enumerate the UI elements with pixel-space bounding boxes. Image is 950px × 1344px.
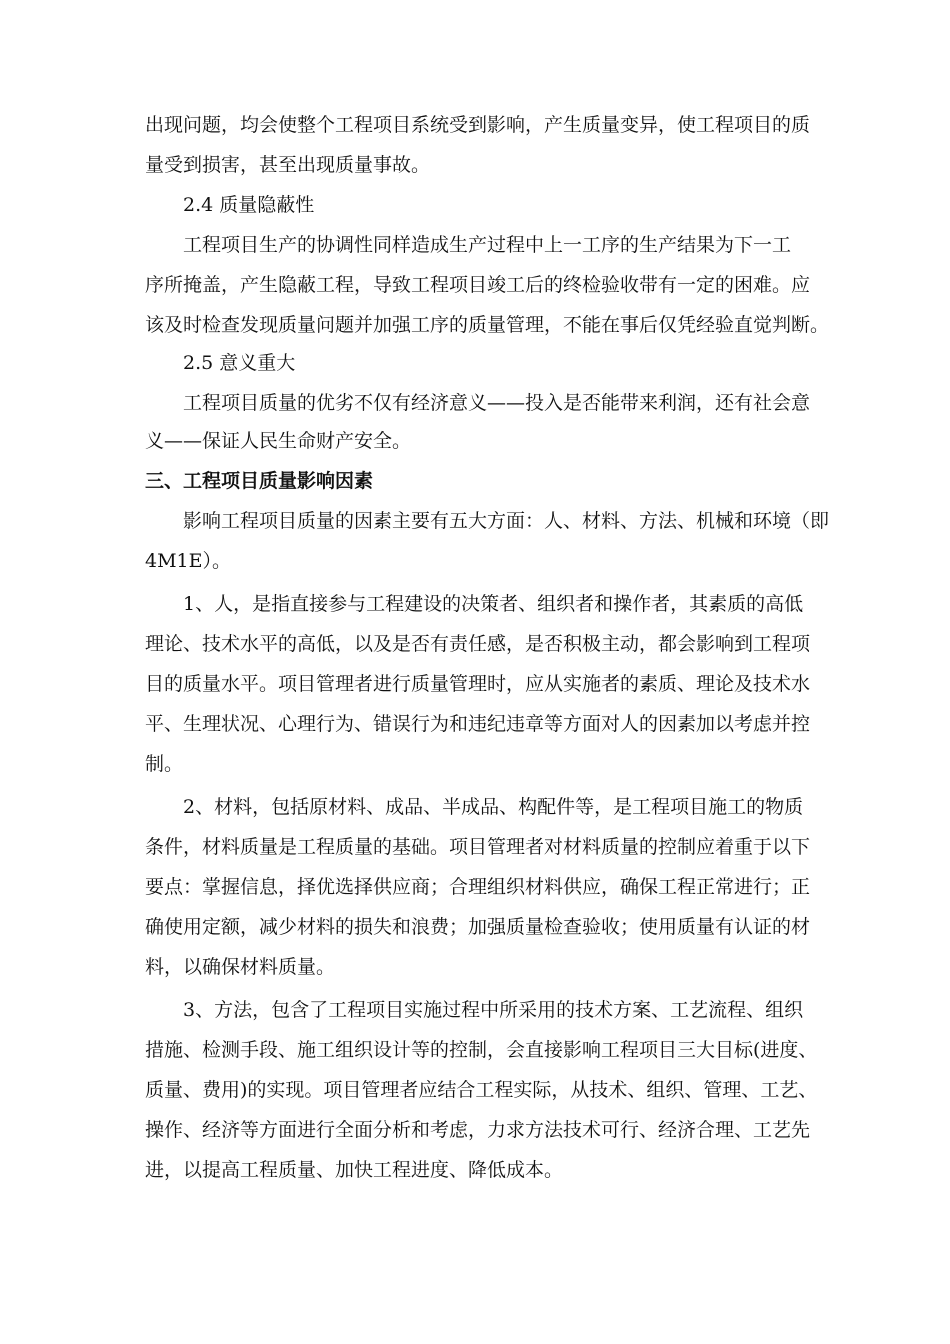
text-line: 该及时检查发现质量问题并加强工序的质量管理，不能在事后仅凭经验直觉判断。 bbox=[145, 314, 830, 336]
text-line: 序所掩盖，产生隐蔽工程，导致工程项目竣工后的终检验收带有一定的困难。应 bbox=[145, 274, 811, 296]
section-heading: 2.5 意义重大 bbox=[183, 352, 296, 374]
text-line: 操作、经济等方面进行全面分析和考虑，力求方法技术可行、经济合理、工艺先 bbox=[145, 1119, 811, 1141]
text-line: 制。 bbox=[145, 753, 184, 775]
text-line: 工程项目生产的协调性同样造成生产过程中上一工序的生产结果为下一工 bbox=[183, 234, 792, 256]
text-line: 4M1E）。 bbox=[145, 550, 232, 572]
chapter-heading: 三、工程项目质量影响因素 bbox=[145, 470, 374, 492]
text-line: 1、人，是指直接参与工程建设的决策者、组织者和操作者，其素质的高低 bbox=[183, 593, 804, 615]
text-line: 理论、技术水平的高低，以及是否有责任感，是否积极主动，都会影响到工程项 bbox=[145, 633, 811, 655]
text-line: 料，以确保材料质量。 bbox=[145, 956, 336, 978]
text-line: 影响工程项目质量的因素主要有五大方面：人、材料、方法、机械和环境（即 bbox=[183, 510, 830, 532]
text-line: 量受到损害，甚至出现质量事故。 bbox=[145, 154, 431, 176]
text-line: 出现问题，均会使整个工程项目系统受到影响，产生质量变异，使工程项目的质 bbox=[145, 114, 811, 136]
text-line: 条件，材料质量是工程质量的基础。项目管理者对材料质量的控制应着重于以下 bbox=[145, 836, 811, 858]
text-line: 目的质量水平。项目管理者进行质量管理时，应从实施者的素质、理论及技术水 bbox=[145, 673, 811, 695]
text-line: 措施、检测手段、施工组织设计等的控制，会直接影响工程项目三大目标(进度、 bbox=[145, 1039, 818, 1061]
text-line: 要点：掌握信息，择优选择供应商；合理组织材料供应，确保工程正常进行；正 bbox=[145, 876, 811, 898]
text-line: 平、生理状况、心理行为、错误行为和违纪违章等方面对人的因素加以考虑并控 bbox=[145, 713, 811, 735]
text-line: 确使用定额，减少材料的损失和浪费；加强质量检查验收；使用质量有认证的材 bbox=[145, 916, 811, 938]
text-line: 义——保证人民生命财产安全。 bbox=[145, 430, 412, 452]
text-line: 质量、费用)的实现。项目管理者应结合工程实际，从技术、组织、管理、工艺、 bbox=[145, 1079, 818, 1101]
text-line: 3、方法，包含了工程项目实施过程中所采用的技术方案、工艺流程、组织 bbox=[183, 999, 804, 1021]
text-line: 工程项目质量的优劣不仅有经济意义——投入是否能带来利润，还有社会意 bbox=[183, 392, 811, 414]
text-line: 进，以提高工程质量、加快工程进度、降低成本。 bbox=[145, 1159, 564, 1181]
section-heading: 2.4 质量隐蔽性 bbox=[183, 194, 315, 216]
text-line: 2、材料，包括原材料、成品、半成品、构配件等，是工程项目施工的物质 bbox=[183, 796, 804, 818]
